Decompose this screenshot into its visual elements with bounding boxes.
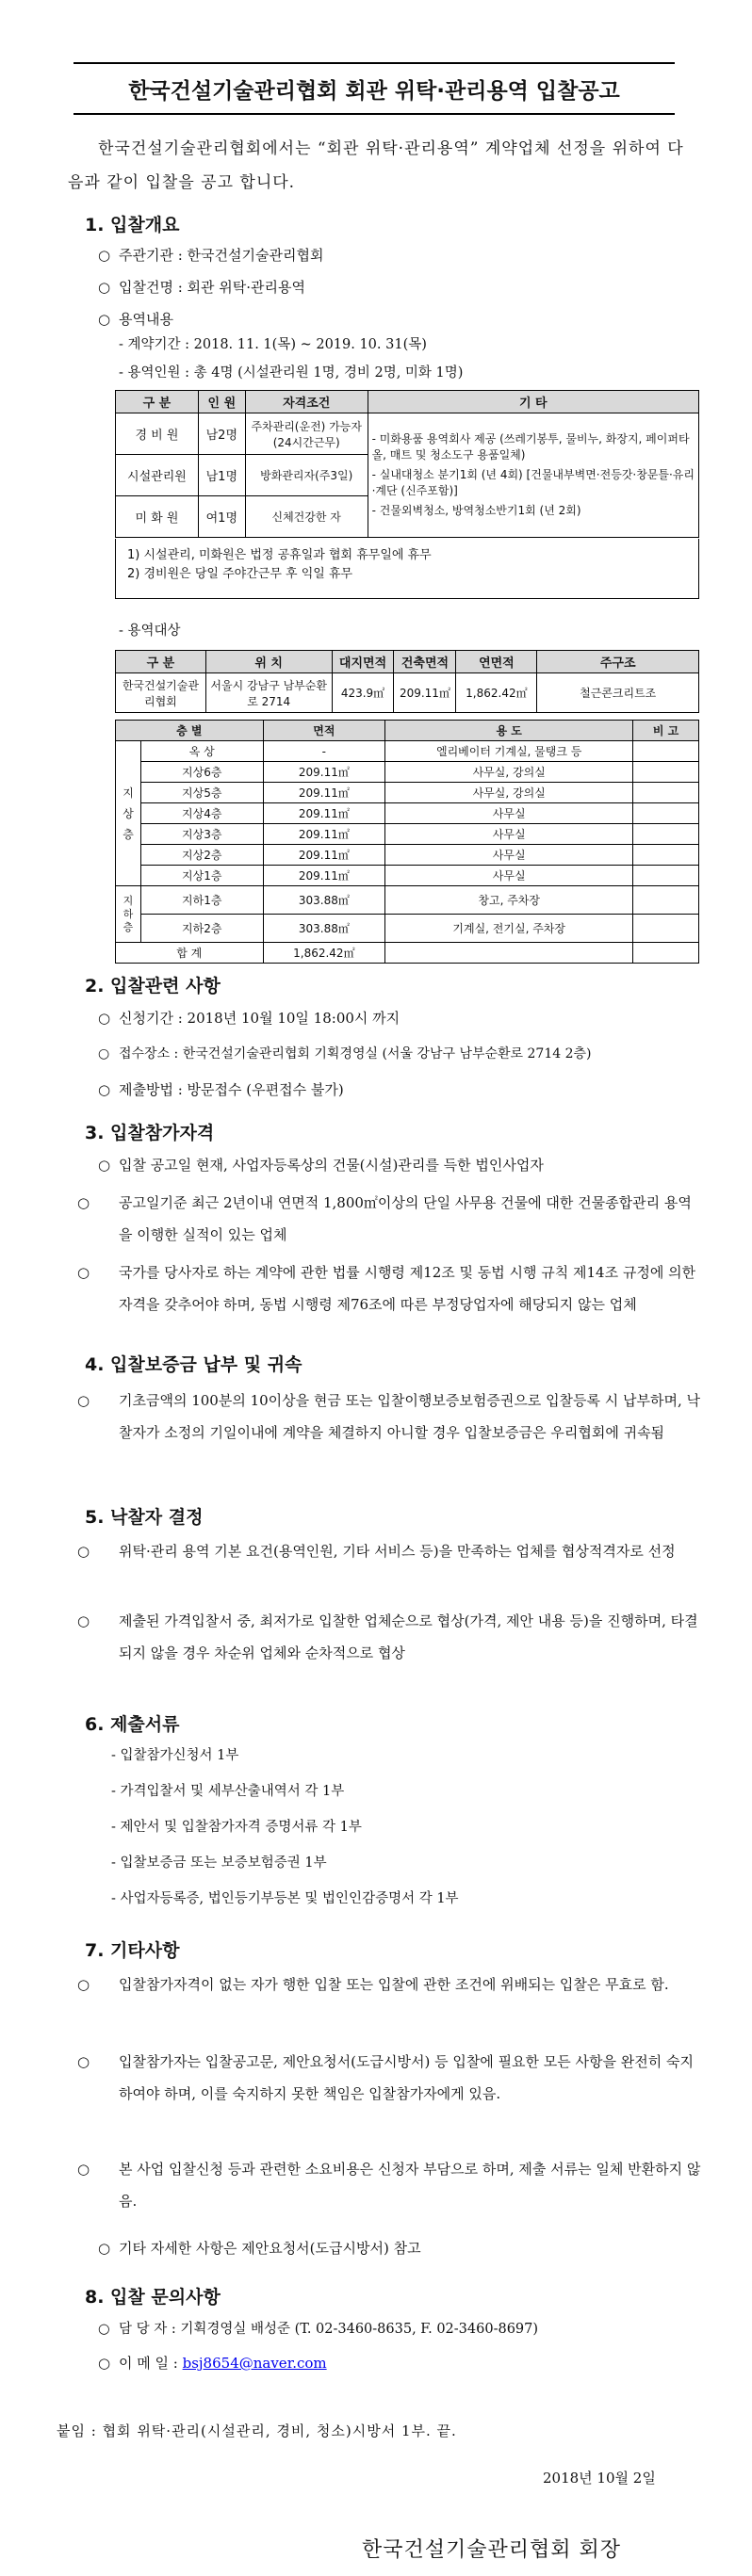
- section-2-heading: 2. 입찰관련 사항: [85, 976, 221, 996]
- bullet-marker: ○: [77, 1543, 90, 1560]
- staff-col-qual: 자격조건: [245, 391, 368, 413]
- bullet-marker: ○: [77, 2161, 90, 2178]
- bullet-marker: ○: [98, 247, 111, 264]
- signer: 한국건설기술관리협회 회장: [362, 2538, 622, 2562]
- s7-item-2: ○ 입찰참가자는 입찰공고문, 제안요청서(도급시방서) 등 입찰에 필요한 모든 사항을 완전히 숙지하여야 하며, 이를 숙지하지 못한 책임은 입찰참가자에게 있음.: [98, 2046, 701, 2110]
- below-ground-label: 지 하 층: [116, 886, 141, 943]
- table-row: 지 상 층 옥 상 - 엘리베이터 기계실, 물탱크 등: [116, 741, 699, 762]
- bullet-marker: ○: [98, 311, 111, 328]
- staff-col-div: 구 분: [116, 391, 199, 413]
- list-item: - 사업자등록증, 법인등기부등본 및 법인인감증명서 각 1부: [111, 1891, 459, 1906]
- s5-item-2: ○ 제출된 가격입찰서 중, 최저가로 입찰한 업체순으로 협상(가격, 제안 내용 등)을 진행하며, 타결되지 않을 경우 차순위 업체와 순차적으로 협상: [98, 1605, 701, 1669]
- s7-item-4: ○ 기타 자세한 사항은 제안요청서(도급시방서) 참고: [98, 2234, 701, 2262]
- table-row: 지상2층 209.11㎡ 사무실: [116, 845, 699, 866]
- bullet-marker: ○: [77, 1194, 90, 1211]
- table-row: 시설관리원 남1명 방화관리자(주3일): [116, 455, 699, 496]
- s2-period: ○ 신청기간 : 2018년 10월 10일 18:00시 까지: [98, 1004, 701, 1032]
- notice-date: 2018년 10월 2일: [543, 2470, 656, 2487]
- table-row: 지상5층 209.11㎡ 사무실, 강의실: [116, 783, 699, 803]
- list-item: - 가격입찰서 및 세부산출내역서 각 1부: [111, 1784, 345, 1799]
- table-row: 지상6층 209.11㎡ 사무실, 강의실: [116, 762, 699, 783]
- staff-col-count: 인 원: [198, 391, 245, 413]
- table-row: 지상4층 209.11㎡ 사무실: [116, 803, 699, 824]
- staff-notes: 1) 시설관리, 미화원은 법정 공휴일과 협회 휴무일에 휴무 2) 경비원은 당일 주야간근무 후 익일 휴무: [115, 539, 699, 599]
- list-item: - 제안서 및 입찰참가자격 증명서류 각 1부: [111, 1820, 362, 1835]
- s8-email: ○ 이 메 일 : bsj8654@naver.com: [98, 2349, 701, 2377]
- section-8-heading: 8. 입찰 문의사항: [85, 2287, 221, 2308]
- bullet-marker: ○: [98, 1010, 111, 1027]
- bullet-marker: ○: [77, 1392, 90, 1409]
- section-4-heading: 4. 입찰보증금 납부 및 귀속: [85, 1354, 302, 1375]
- s2-method: ○ 제출방법 : 방문접수 (우편접수 불가): [98, 1076, 701, 1104]
- email-link[interactable]: bsj8654@naver.com: [182, 2355, 327, 2372]
- total-label: 합 계: [116, 943, 264, 964]
- attachment-note: 붙임 : 협회 위탁·관리(시설관리, 경비, 청소)시방서 1부. 끝.: [57, 2422, 457, 2439]
- s8-contact: ○ 담 당 자 : 기획경영실 배성준 (T. 02-3460-8635, F. 02-3460-8697): [98, 2315, 701, 2343]
- s5-item-1: ○ 위탁·관리 용역 기본 요건(용역인원, 기타 서비스 등)을 만족하는 업체를 협상적격자로 선정: [98, 1535, 701, 1567]
- s3-item-1: ○ 입찰 공고일 현재, 사업자등록상의 건물(시설)관리를 득한 법인사업자: [98, 1151, 701, 1179]
- bullet-marker: ○: [98, 2322, 110, 2337]
- section-7-heading: 7. 기타사항: [85, 1940, 180, 1961]
- s1-agency: ○ 주관기관 : 한국건설기술관리협회: [98, 241, 701, 269]
- page-title: 한국건설기술관리협회 회관 위탁·관리용역 입찰공고: [128, 79, 620, 104]
- s1-staff-count: - 용역인원 : 총 4명 (시설관리원 1명, 경비 2명, 미화 1명): [119, 365, 464, 381]
- section-3-heading: 3. 입찰참가자격: [85, 1123, 215, 1143]
- title-rule-bottom: [74, 113, 675, 115]
- s1-service-content: ○ 용역내용: [98, 305, 701, 333]
- s2-place: ○ 접수장소 : 한국건설기술관리협회 기획경영실 (서울 강남구 남부순환로 2714 2층): [98, 1040, 701, 1068]
- list-item: - 입찰보증금 또는 보증보험증권 1부: [111, 1855, 327, 1871]
- bullet-marker: ○: [77, 1976, 90, 1993]
- table-row: 지 하 층 지하1층 303.88㎡ 창고, 주차장: [116, 886, 699, 915]
- s1-contract-period: - 계약기간 : 2018. 11. 1(목) ~ 2019. 10. 31(목): [119, 337, 427, 352]
- bullet-marker: ○: [77, 1264, 90, 1281]
- s4-item-1: ○ 기초금액의 100분의 10이상을 현금 또는 입찰이행보증보험증권으로 입찰등록 시 납부하며, 낙찰자가 소정의 기일이내에 계약을 체결하지 아니할 경우 입찰보증금은 우리협회에 귀속됨: [98, 1385, 701, 1449]
- table-row: [116, 943, 699, 964]
- section-5-heading: 5. 낙찰자 결정: [85, 1507, 204, 1528]
- staff-col-etc: 기 타: [368, 391, 698, 413]
- bullet-marker: ○: [98, 279, 111, 296]
- above-ground-label: 지 상 층: [116, 741, 141, 886]
- table-row: 경 비 원 남2명 주차관리(운전) 가능자(24시간근무) - 미화용품 용역회사 제공 (쓰레기봉투, 물비누, 화장지, 페이퍼타올, 매트 및 청소도구 용품일체) - 실내대청소 분기1회 (년 4회) [건물내부벽면·전등갓·창문틀·유리·계단 (신주포함)] - 건물외벽청소, 방역청소반기1회 (년 2회): [116, 413, 699, 455]
- bullet-marker: ○: [77, 2053, 90, 2070]
- staff-table: [115, 390, 699, 538]
- intro-paragraph: 한국건설기술관리협회에서는 “회관 위탁·관리용역” 계약업체 선정을 위하여 다음과 같이 입찰을 공고 합니다.: [68, 139, 684, 192]
- s7-item-1: ○ 입찰참가자격이 없는 자가 행한 입찰 또는 입찰에 관한 조건에 위배되는 입찰은 무효로 함.: [98, 1968, 701, 2001]
- table-row: 지하2층 303.88㎡ 기계실, 전기실, 주차장: [116, 915, 699, 943]
- list-item: - 입찰참가신청서 1부: [111, 1748, 239, 1763]
- floor-table: 층 별 면적 용 도 비 고 지 상 층 옥 상 - 엘리베이터 기계실, 물탱크 등 지상6층 209.11㎡ 사무실, 강의실 지상5층 209.11㎡ 사무실, 강의실 지상4층 209.11㎡ 사무실 지상3층 209.11㎡ 사무실 지상2층 209.11㎡ 사무실 지상1층 209.11㎡ 사무실 지 하 층 지하1층 303.88㎡ 창고, 주차장 지하2층 303.88㎡ 기계실, 전기실, 주차장 합 계 1,862.42㎡: [115, 720, 699, 964]
- s1-target-label: - 용역대상: [119, 624, 181, 639]
- s3-item-2: ○ 공고일기준 최근 2년이내 연면적 1,800㎡이상의 단일 사무용 건물에 대한 건물종합관리 용역을 이행한 실적이 있는 업체: [98, 1187, 701, 1251]
- table-row: 지상3층 209.11㎡ 사무실: [116, 824, 699, 845]
- bullet-marker: ○: [98, 1157, 111, 1174]
- table-row: 한국건설기술관리협회 서울시 강남구 남부순환로 2714 423.9㎡ 209.11㎡ 1,862.42㎡ 철근콘크리트조: [116, 673, 699, 713]
- s7-item-3: ○ 본 사업 입찰신청 등과 관련한 소요비용은 신청자 부담으로 하며, 제출 서류는 일체 반환하지 않음.: [98, 2153, 701, 2217]
- bullet-marker: ○: [98, 2355, 111, 2372]
- staff-etc-cell: - 미화용품 용역회사 제공 (쓰레기봉투, 물비누, 화장지, 페이퍼타올, 매트 및 청소도구 용품일체) - 실내대청소 분기1회 (년 4회) [건물내부벽면·전등갓·창문틀·유리·계단 (신주포함)] - 건물외벽청소, 방역청소반기1회 (년 2회): [368, 413, 698, 538]
- s3-item-3: ○ 국가를 당사자로 하는 계약에 관한 법률 시행령 제12조 및 동법 시행 규칙 제14조 규정에 의한 자격을 갖추어야 하며, 동법 시행령 제76조에 따른 부정당업자에 해당되지 않는 업체: [98, 1256, 701, 1320]
- bullet-marker: ○: [77, 1612, 90, 1629]
- section-1-heading: 1. 입찰개요: [85, 215, 180, 235]
- bullet-marker: ○: [98, 1046, 110, 1061]
- section-6-heading: 6. 제출서류: [85, 1714, 180, 1735]
- title-rule-top: [74, 62, 675, 64]
- building-table: 구 분 위 치 대지면적 건축면적 연면적 주구조 한국건설기술관리협회 서울시 강남구 남부순환로 2714 423.9㎡ 209.11㎡ 1,862.42㎡ 철근콘크리트조: [115, 650, 699, 713]
- bullet-marker: ○: [98, 2240, 111, 2257]
- bullet-marker: ○: [98, 1081, 111, 1098]
- table-row: 지상1층 209.11㎡ 사무실: [116, 866, 699, 886]
- s1-bid-name: ○ 입찰건명 : 회관 위탁·관리용역: [98, 273, 701, 301]
- total-area: 1,862.42㎡: [263, 943, 385, 964]
- table-row: 미 화 원 여1명 신체건강한 자: [116, 496, 699, 538]
